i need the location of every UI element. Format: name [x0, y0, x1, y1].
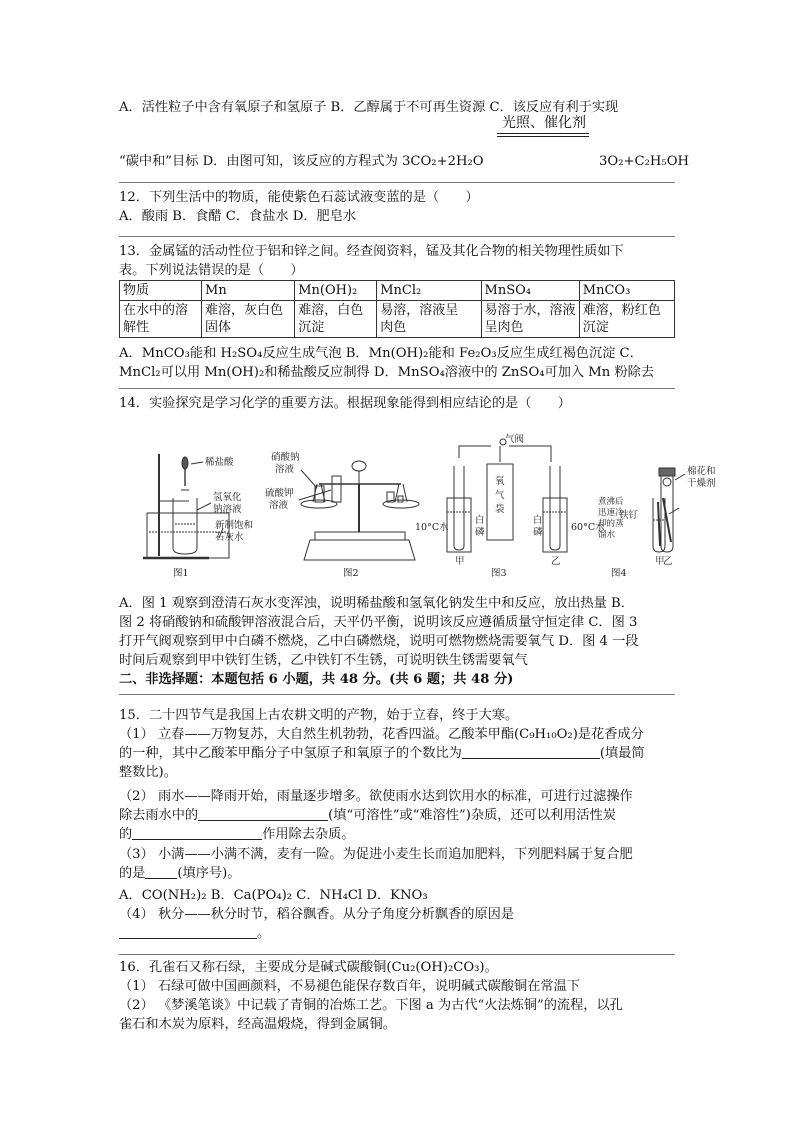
q13-options-1: A．MnCO₃能和 H₂SO₄反应生成气泡 B．Mn(OH)₂能和 Fe₂O₃反应生成红褐色沉淀 C． [119, 346, 643, 361]
fig1-label: 石灰水 [215, 532, 244, 543]
table-cell [120, 301, 202, 338]
cell-text: 在水中的溶 [123, 303, 189, 318]
q14-stem: 14．实验探究是学习化学的重要方法。根据现象能得到相应结论的是（ ） [119, 396, 571, 411]
q11-line1: A．活性粒子中含有氧原子和氢原子 B．乙醇属于不可再生资源 C．该反应有利于实现 [119, 100, 619, 115]
fig3-label: 氧 [495, 476, 505, 487]
table-cell [579, 301, 674, 338]
q15-text: 的 [119, 827, 133, 842]
table-row [120, 301, 675, 338]
divider [119, 182, 675, 183]
fig1-label: 稀盐酸 [205, 457, 234, 468]
cell-text: 肉色 [380, 320, 407, 335]
fig4-label: 煮沸后 [598, 497, 624, 507]
q15-text: (填最简 [599, 746, 645, 761]
reaction-condition: 光照、催化剂 [502, 115, 586, 131]
fig1-caption: 图1 [173, 568, 189, 579]
fig2-label: 硝酸钠 [271, 452, 300, 463]
q15-text: (填“可溶性”或“难溶性”)杂质，还可以利用活性炭 [328, 808, 616, 823]
q15-line-5: （2） 雨水——降雨开始，雨量逐步增多。欲使雨水达到饮用水的标准，可进行过滤操作 [119, 789, 633, 804]
figure-1 [143, 454, 253, 579]
fig4-label: 却的蒸 [598, 519, 624, 529]
q15-text: 的一种，其中乙酸苯甲酯分子中氢原子和氧原子的个数比为 [119, 746, 462, 761]
q13-stem-1: 13．金属锰的活动性位于铝和锌之间。经查阅资料，锰及其化合物的相关物理性质如下 [119, 244, 624, 259]
q14-options-3: 打开气阀观察到甲中白磷不燃烧，乙中白磷燃烧，说明可燃物燃烧需要氧气 D．图 4 一段 [119, 634, 639, 649]
table-header-cell: Mn(OH)₂ [295, 281, 377, 301]
cell-text: 沉淀 [298, 320, 325, 335]
reaction-arrow-equal-sign [497, 133, 589, 137]
fig4-caption: 图4 [611, 568, 627, 579]
q14-options-2: 图 2 将硝酸钠和硫酸钾溶液混合后，天平仍平衡，说明该反应遵循质量守恒定律 C．图 3 [119, 615, 638, 630]
section-heading: 二、非选择题：本题包括 6 小题，共 48 分。(共 6 题；共 48 分) [119, 672, 514, 687]
fig4-label: 迅速冷 [598, 508, 624, 518]
divider [119, 236, 675, 237]
fig3-label: 白 [533, 515, 543, 526]
cell-text: 固体 [205, 320, 232, 335]
q16-line-1: 16．孔雀石又称石绿，主要成分是碱式碳酸铜(Cu₂(OH)₂CO₃)。 [119, 960, 498, 975]
q16-line-2: （1） 石绿可做中国画颜料，不易褪色能保存数百年，说明碱式碳酸铜在常温下 [119, 979, 580, 994]
q15-line-2: （1） 立春——万物复苏，大自然生机勃勃，花香四溢。乙酸苯甲酯(C₉H₁₀O₂)是花香成分 [119, 727, 644, 742]
q15-line-6 [119, 806, 675, 825]
fig3-label: 甲 [455, 556, 465, 567]
fig1-label: 氢氧化 [213, 492, 242, 503]
fig2-label: 溶液 [275, 464, 295, 475]
fig3-label: 60°C水 [571, 522, 605, 533]
q12-stem: 12．下列生活中的物质，能使紫色石蕊试液变蓝的是（ ） [119, 190, 479, 205]
cell-text: 难溶，粉红色 [582, 303, 661, 318]
answer-blank[interactable] [132, 825, 262, 840]
answer-blank[interactable] [145, 864, 177, 879]
fig4-label: 棉花和 [687, 466, 716, 477]
answer-blank[interactable] [198, 806, 328, 821]
fig3-label: 气 [495, 490, 505, 501]
table-header-cell: MnSO₄ [481, 281, 579, 301]
fig1-label: 新制饱和 [215, 520, 254, 531]
q15-text: 的是 [119, 866, 146, 881]
cell-text: 呈肉色 [484, 320, 524, 335]
fig4-label: 甲 [655, 556, 665, 567]
fig2-label: 硫酸钾 [265, 488, 294, 499]
q12-options: A．酸雨 B．食醋 C．食盐水 D．肥皂水 [119, 209, 357, 224]
divider [119, 694, 675, 695]
fig1-label: 钠溶液 [213, 504, 242, 515]
fig3-label: 磷 [533, 527, 543, 538]
divider [119, 388, 675, 389]
q15-line-4: 整数比)。 [119, 765, 177, 780]
q15-line-11: （4） 秋分——秋分时节，稻谷飘香。从分子角度分析飘香的原因是 [119, 907, 515, 922]
experiment-figures [119, 428, 675, 578]
q15-line-3 [119, 744, 675, 763]
answer-blank[interactable] [119, 924, 257, 939]
q15-line-7 [119, 825, 675, 844]
q15-line-12 [119, 924, 675, 943]
q16-line-3: （2） 《梦溪笔谈》中记载了青铜的冶炼工艺。下图 a 为古代“火法炼铜”的流程，以孔 [119, 998, 623, 1013]
figure-3 [415, 433, 605, 579]
fig4-label: 馏水 [598, 530, 616, 540]
fig3-label: 乙 [551, 556, 561, 567]
table-header-row [120, 281, 675, 301]
table-header-cell: MnCO₃ [579, 281, 674, 301]
q11-line2 [119, 152, 675, 171]
q15-text: 除去雨水中的 [119, 808, 199, 823]
table-cell [377, 301, 481, 338]
fig3-label: 磷 [475, 527, 485, 538]
divider [119, 954, 675, 955]
figure-2 [265, 451, 419, 579]
q11-line2-right: 3O₂+C₂H₅OH [599, 154, 690, 169]
q15-text: 作用除去杂质。 [262, 827, 355, 842]
fig3-caption: 图3 [491, 568, 507, 579]
q11-line2-left: “碳中和”目标 D．由图可知，该反应的方程式为 3CO₂+2H₂O [119, 154, 484, 169]
q15-text: 。 [257, 926, 271, 941]
q15-line-10: A．CO(NH₂)₂ B．Ca(PO₄)₂ C．NH₄Cl D．KNO₃ [119, 888, 428, 903]
table-cell [202, 301, 295, 338]
cell-text: 难溶，灰白色 [205, 303, 284, 318]
fig4-label: 铁钉 [619, 510, 639, 521]
fig4-label: 干燥剂 [687, 478, 716, 489]
q14-options-4: 时间后观察到甲中铁钉生锈，乙中铁钉不生锈，可说明铁生锈需要氧气 [119, 653, 528, 668]
table-header-cell: MnCl₂ [377, 281, 481, 301]
cell-text: 沉淀 [582, 320, 609, 335]
fig3-label: 白 [475, 515, 485, 526]
fig3-label: 袋 [495, 504, 505, 515]
table-cell [295, 301, 377, 338]
table-header-cell: 物质 [120, 281, 202, 301]
q13-stem-2: 表。下列说法错误的是（ ） [119, 263, 304, 278]
fig4-label: 乙 [663, 556, 673, 567]
properties-table [119, 280, 675, 338]
fig2-caption: 图2 [343, 568, 359, 579]
q14-options-1: A．图 1 观察到澄清石灰水变浑浊，说明稀盐酸和氢氧化钠发生中和反应，放出热量 B． [119, 596, 634, 611]
q13-options-2: MnCl₂可以用 Mn(OH)₂和稀盐酸反应制得 D．MnSO₄溶液中的 ZnSO₄可加入 Mn 粉除去 [119, 365, 655, 380]
cell-text: 难溶，白色 [298, 303, 364, 318]
properties-table-wrap [119, 280, 675, 338]
fig3-label: 10°C水 [415, 522, 449, 533]
q15-line-1: 15．二十四节气是我国上古农耕文明的产物，始于立春，终于大寒。 [119, 708, 519, 723]
figure-4-tube-yi [663, 428, 793, 578]
table-header-cell: Mn [202, 281, 295, 301]
answer-blank[interactable] [462, 744, 600, 759]
fig2-label: 溶液 [269, 500, 289, 511]
cell-text: 易溶于水，溶液 [484, 303, 576, 318]
fig3-label: 气阀 [505, 434, 525, 445]
q15-text: (填序号)。 [177, 866, 241, 881]
cell-text: 易溶，溶液呈 [380, 303, 459, 318]
q16-line-4: 雀石和木炭为原料，经高温煅烧，得到金属铜。 [119, 1017, 396, 1032]
q15-line-9 [119, 864, 675, 883]
table-cell [481, 301, 579, 338]
cell-text: 解性 [123, 320, 150, 335]
q15-line-8: （3） 小满——小满不满，麦有一险。为促进小麦生长而追加肥料，下列肥料属于复合肥 [119, 847, 633, 862]
